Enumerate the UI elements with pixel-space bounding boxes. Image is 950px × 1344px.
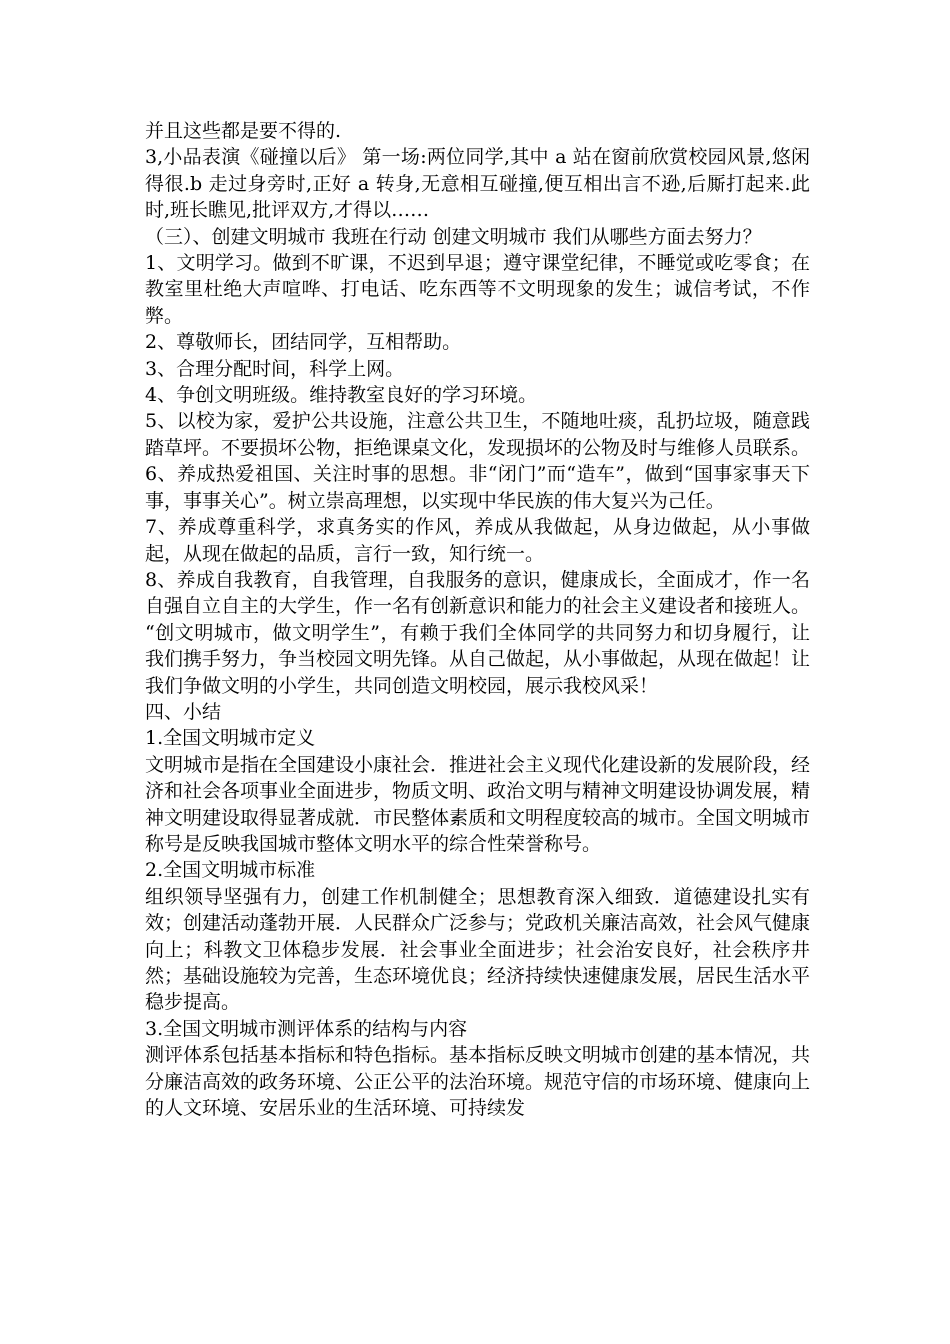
list-item: 4、争创文明班级。维持教室良好的学习环境。: [145, 384, 538, 407]
list-item: 7、养成尊重科学，求真务实的作风，养成从我做起，从身边做起，从小事做起，从现在做起的品质，言行一致，知行统一。: [145, 516, 810, 565]
paragraph: 3,小品表演《碰撞以后》 第一场:两位同学,其中 a 站在窗前欣赏校园风景,悠闲得很.b 走过身旁时,正好 a 转身,无意相互碰撞,便互相出言不逊,后厮打起来.此时,班长瞧见,批评双方,才得以……: [145, 146, 810, 222]
list-item: 3、合理分配时间，科学上网。: [145, 357, 405, 380]
list-item: 8、养成自我教育，自我管理，自我服务的意识，健康成长，全面成才，作一名自强自立自主的大学生，作一名有创新意识和能力的社会主义建设者和接班人。: [145, 568, 811, 618]
section-heading: 四、小结: [145, 700, 222, 723]
subheading: 3.全国文明城市测评体系的结构与内容: [145, 1017, 468, 1040]
section-heading: （三）、创建文明城市 我班在行动 创建文明城市 我们从哪些方面去努力？: [145, 225, 762, 248]
list-item: 1、文明学习。做到不旷课，不迟到早退；遵守课堂纪律，不睡觉或吃零食；在教室里杜绝大声喧哗、打电话、吃东西等不文明现象的发生；诚信考试，不作弊。: [145, 252, 810, 327]
paragraph: 测评体系包括基本指标和特色指标。基本指标反映文明城市创建的基本情况，共分廉洁高效的政务环境、公正公平的法治环境。规范守信的市场环境、健康向上的人文环境、安居乐业的生活环境、可持续发: [145, 1044, 811, 1120]
paragraph: 文明城市是指在全国建设小康社会．推进社会主义现代化建设新的发展阶段，经济和社会各项事业全面进步，物质文明、政治文明与精神文明建设协调发展，精神文明建设取得显著成就．市民整体素质和文明程度较高的城市。全国文明城市称号是反映我国城市整体文明水平的综合性荣誉称号。: [145, 753, 811, 855]
list-item: 6、养成热爱祖国、关注时事的思想。非“闭门”而“造车”，做到“国事家事天下事，事事关心”。树立崇高理想，以实现中华民族的伟大复兴为己任。: [145, 463, 810, 512]
subheading: 2.全国文明城市标准: [145, 859, 316, 882]
paragraph: 并且这些都是要不得的.: [145, 120, 342, 142]
list-item: 2、尊敬师长，团结同学，互相帮助。: [145, 331, 462, 354]
list-item: 5、以校为家，爱护公共设施，注意公共卫生，不随地吐痰，乱扔垃圾，随意践踏草坪。不要损坏公物，拒绝课桌文化，发现损坏的公物及时与维修人员联系。: [145, 410, 811, 459]
paragraph: 组织领导坚强有力，创建工作机制健全；思想教育深入细致．道德建设扎实有效；创建活动蓬勃开展．人民群众广泛参与；党政机关廉洁高效，社会风气健康向上；科教文卫体稳步发展．社会事业全面进步；社会治安良好，社会秩序井然；基础设施较为完善，生态环境优良；经济持续快速健康发展，居民生活水平稳步提高。: [145, 885, 811, 1014]
subheading: 1.全国文明城市定义: [145, 727, 316, 750]
document-body: [145, 118, 810, 1121]
paragraph: “创文明城市，做文明学生”，有赖于我们全体同学的共同努力和切身履行，让我们携手努力，争当校园文明先锋。从自己做起，从小事做起，从现在做起！让我们争做文明的小学生，共同创造文明校园，展示我校风采！: [145, 621, 811, 697]
